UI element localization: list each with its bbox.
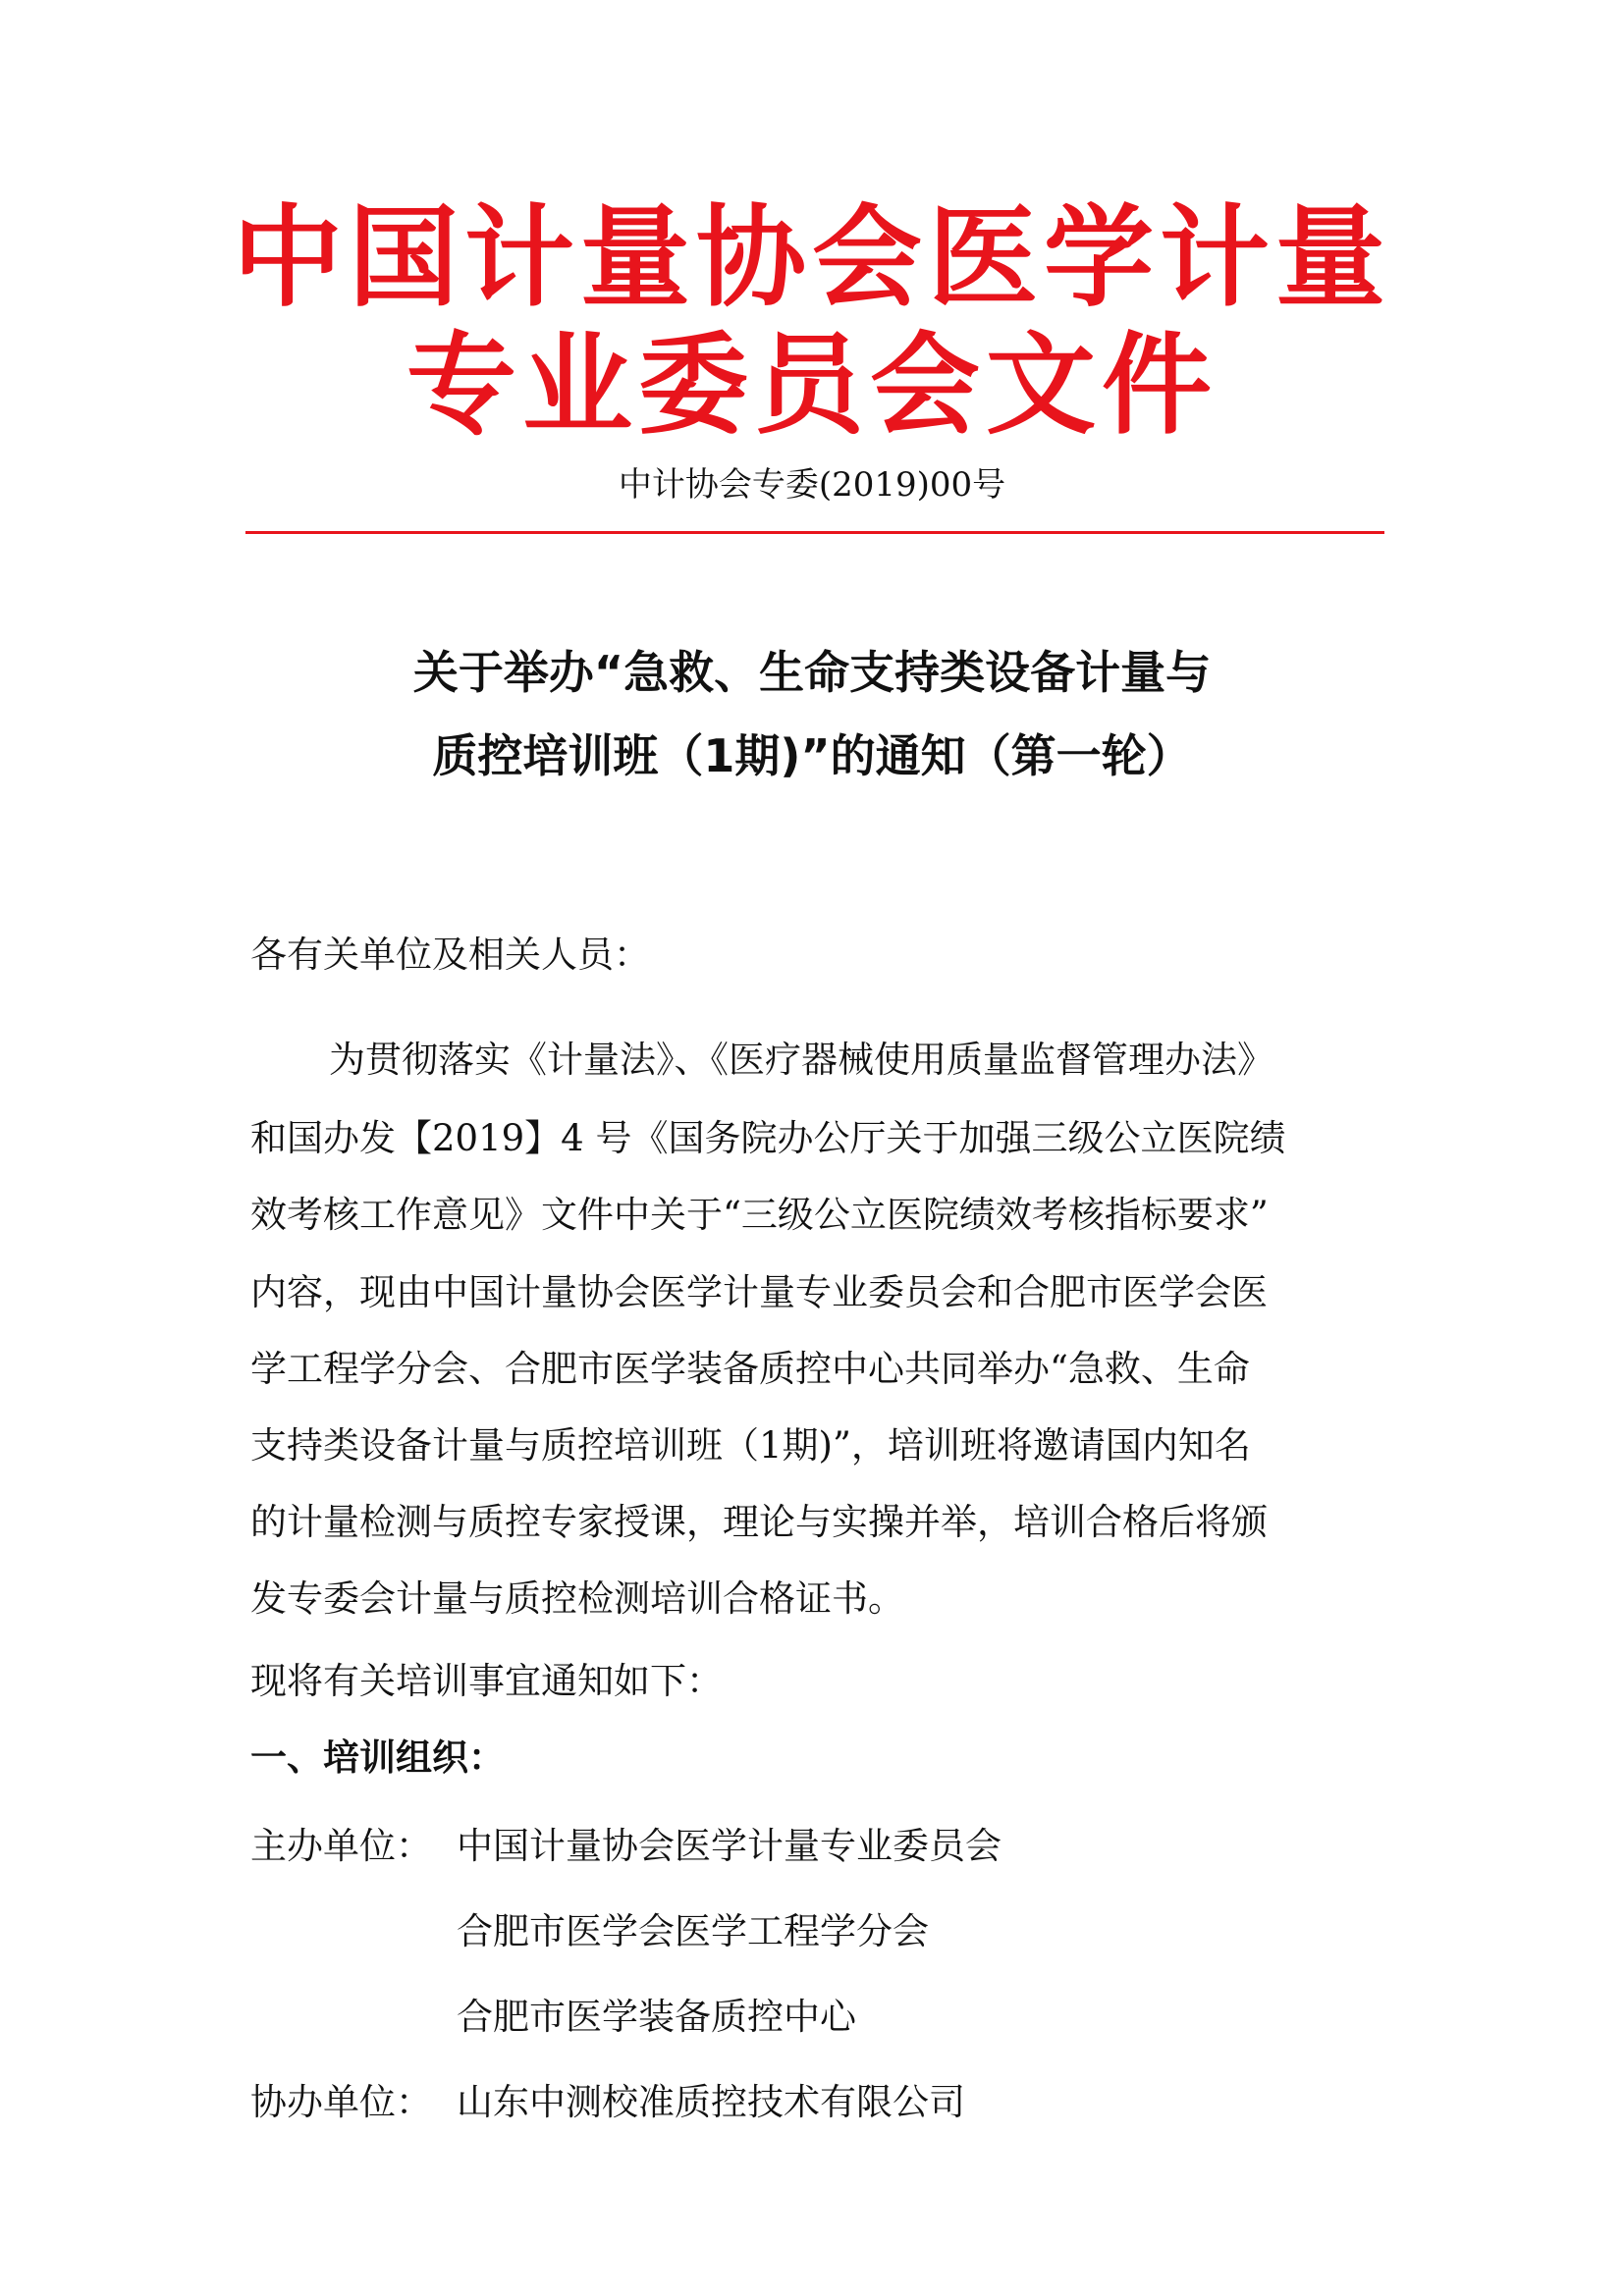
co-organizer-item: 山东中测校准质控技术有限公司 xyxy=(457,2081,965,2123)
masthead-title-line2: 专业委员会文件 xyxy=(406,321,1218,450)
intro-line: 现将有关培训事宜通知如下： xyxy=(250,1660,723,1702)
notice-body xyxy=(250,0,1384,2296)
paragraph-line: 为贯彻落实《计量法》、《医疗器械使用质量监督管理办法》 xyxy=(329,1039,1273,1081)
organizer-item: 合肥市医学装备质控中心 xyxy=(457,1996,856,2038)
paragraph-line: 学工程学分会、合肥市医学装备质控中心共同举办“急救、生命 xyxy=(250,1348,1250,1390)
paragraph-line: 内容，现由中国计量协会医学计量专业委员会和合肥市医学会医 xyxy=(250,1271,1268,1313)
greeting: 各有关单位及相关人员： xyxy=(250,934,650,976)
co-organizer-label: 协办单位： xyxy=(250,2081,432,2123)
paragraph-line: 发专委会计量与质控检测培训合格证书。 xyxy=(250,1577,904,1620)
notice-title-line1: 关于举办“急救、生命支持类设备计量与 xyxy=(412,646,1212,699)
paragraph-line: 支持类设备计量与质控培训班（1期)”，培训班将邀请国内知名 xyxy=(250,1424,1251,1467)
masthead-title-line1: 中国计量协会医学计量 xyxy=(233,193,1391,322)
paragraph-line: 的计量检测与质控专家授课，理论与实操并举，培训合格后将颁 xyxy=(250,1501,1268,1543)
document-number: 中计协会专委(2019)00号 xyxy=(618,465,1006,505)
organizer-item: 合肥市医学会医学工程学分会 xyxy=(457,1910,929,1952)
section-heading-training-organization: 一、培训组织： xyxy=(250,1736,505,1779)
organizer-label: 主办单位： xyxy=(250,1825,432,1867)
paragraph-line: 和国办发【2019】4 号《国务院办公厅关于加强三级公立医院绩 xyxy=(250,1117,1286,1159)
paragraph-line: 效考核工作意见》文件中关于“三级公立医院绩效考核指标要求” xyxy=(250,1194,1269,1236)
organizer-item: 中国计量协会医学计量专业委员会 xyxy=(457,1825,1001,1867)
notice-title-line2: 质控培训班（1期)”的通知（第一轮） xyxy=(432,729,1192,782)
